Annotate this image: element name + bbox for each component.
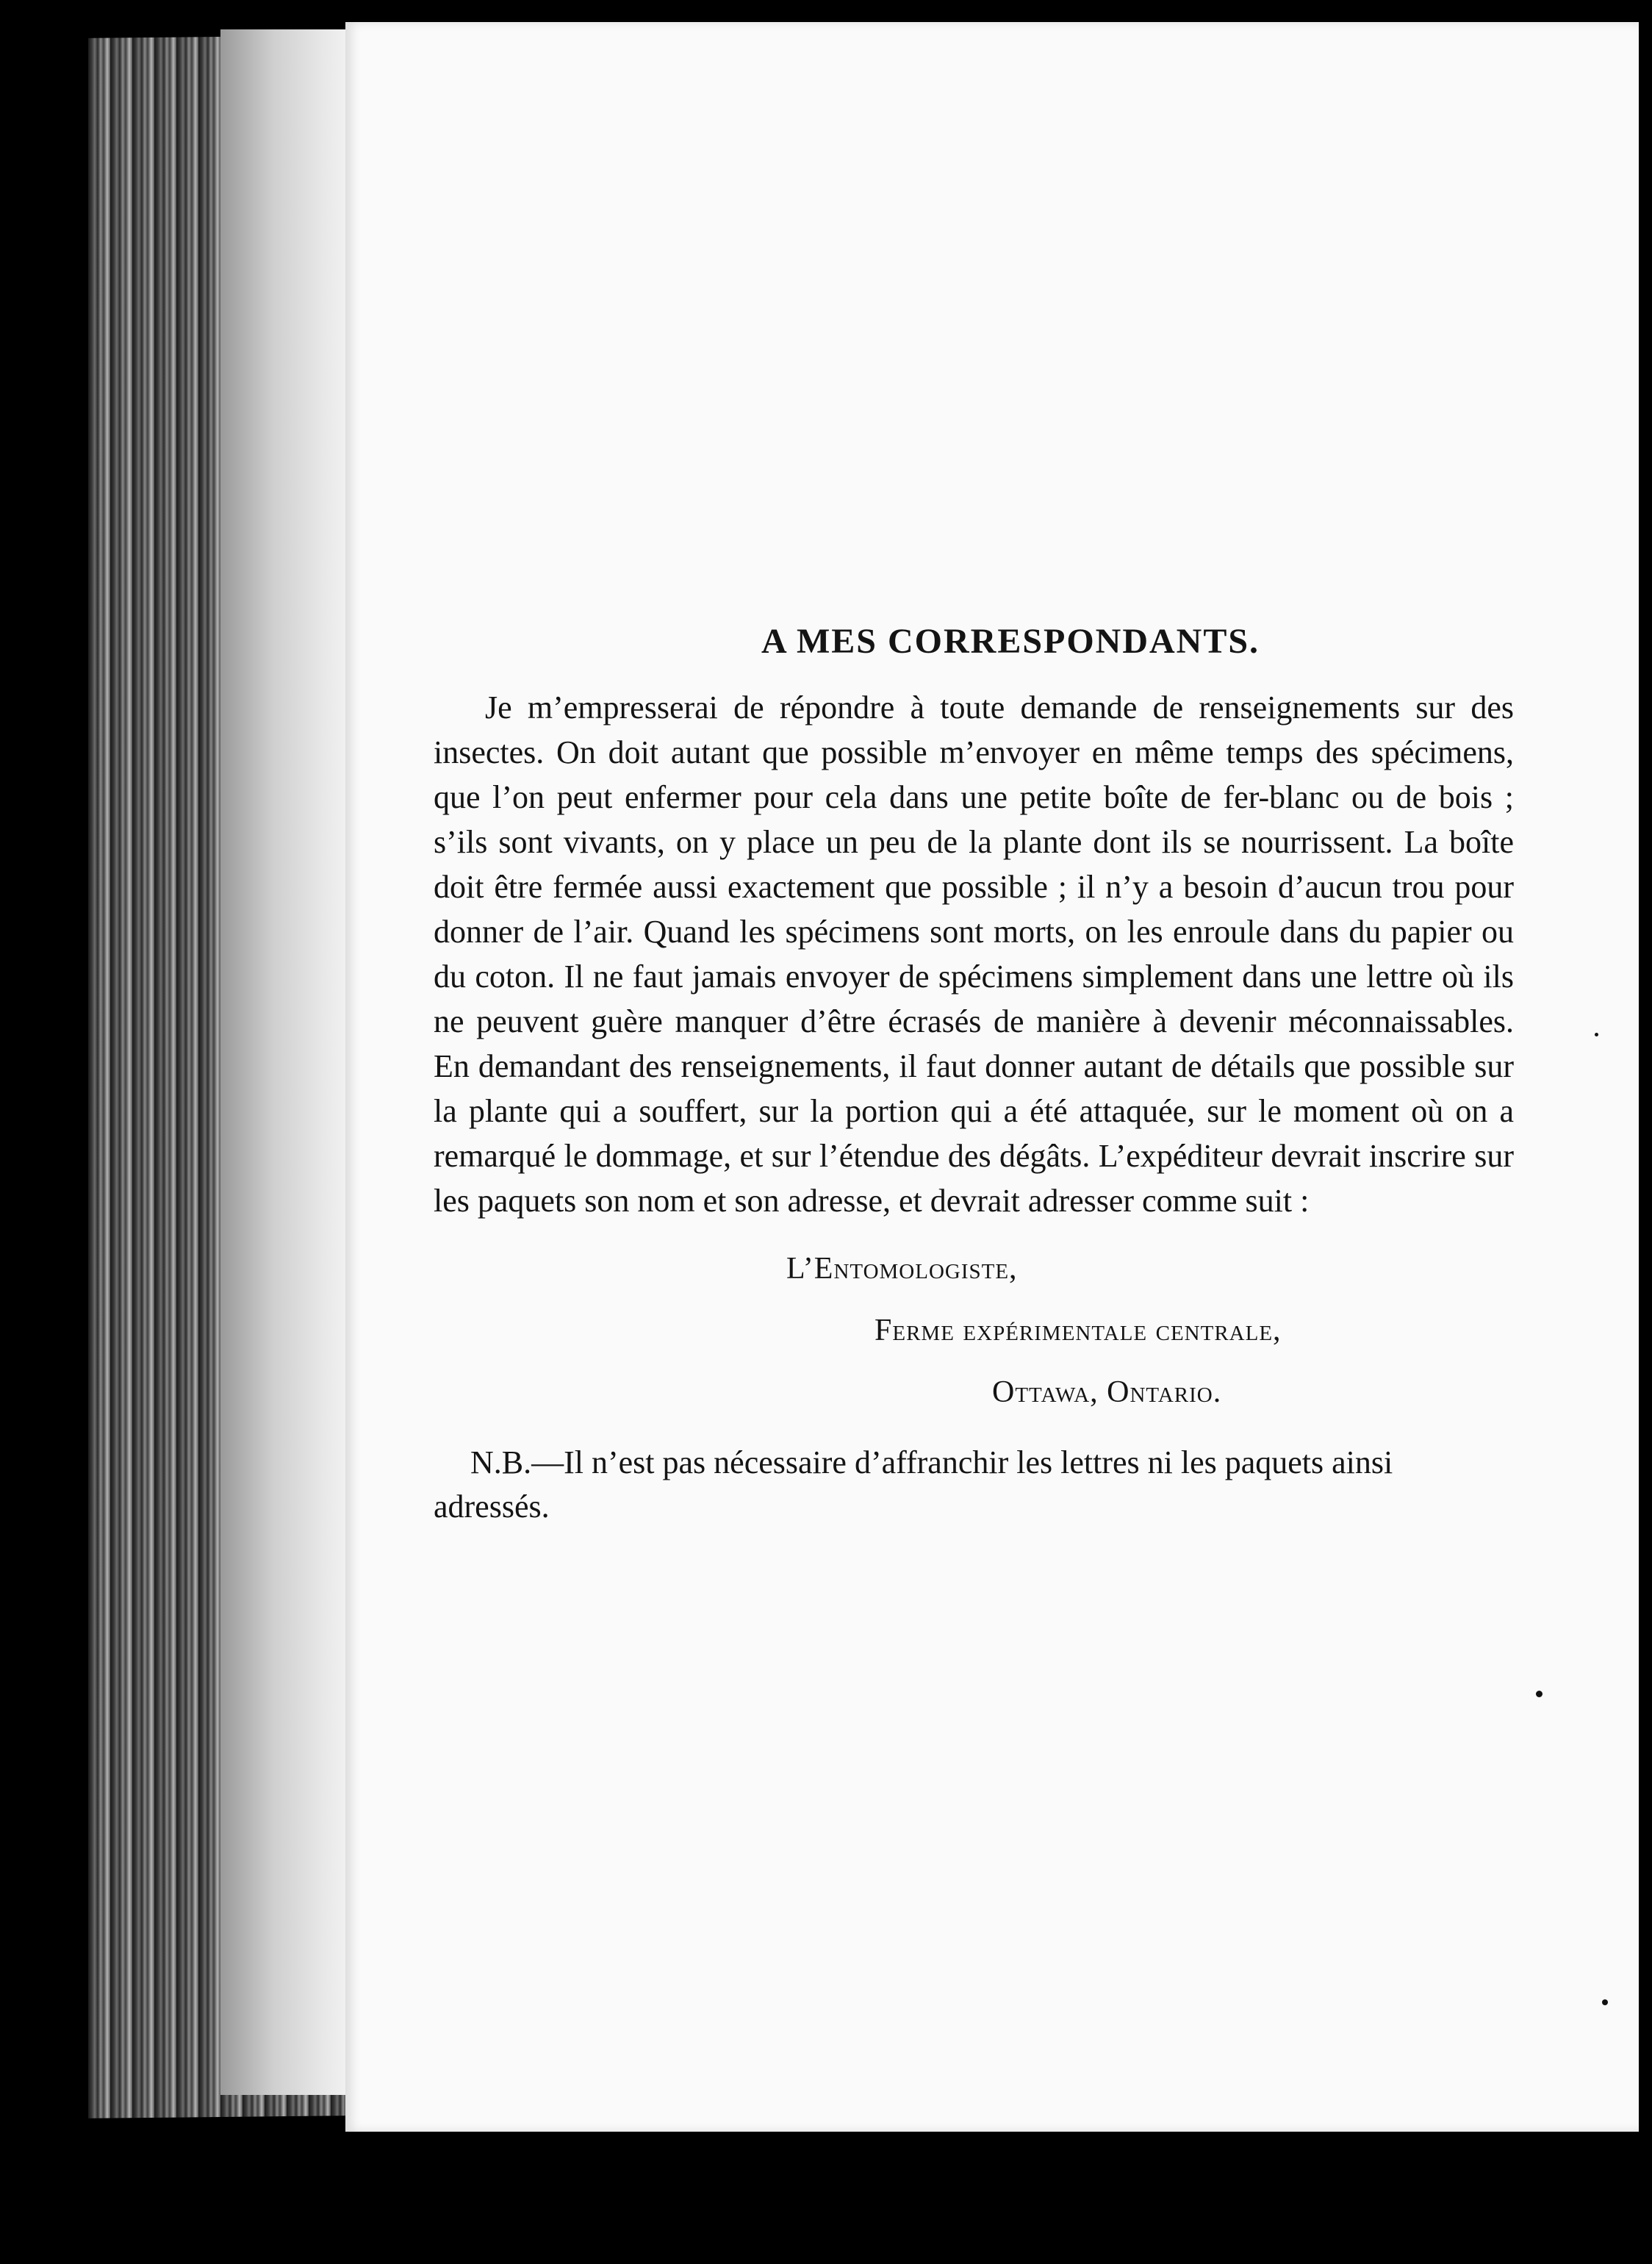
note-paragraph: N.B.—Il n’est pas nécessaire d’affranchir les lettres ni les paquets ainsi adressés.	[434, 1444, 1393, 1525]
body-paragraph: Je m’empresserai de répondre à toute demande de renseignements sur des insectes. On doit autant que possible m’envoyer en même temps des spécimens, que l’on peut enfermer pour cela dans une petite boîte de fer-blanc ou de bois ; s’ils sont vivants, on y place un peu de la plante dont ils se nourrissent. La boîte doit être fermée aussi exactement que possible ; il n’y a besoin d’aucun trou pour donner de l’air. Quand les spécimens sont morts, on les enroule dans du papier ou du coton. Il ne faut jamais envoyer de spécimens simplement dans une lettre où ils ne peuvent guère manquer d’être écrasés de manière à devenir méconnaissables. En demandant des renseignements, il faut donner autant de détails que possible sur la plante qui a souffert, sur la portion qui a été attaquée, sur le moment où on a remarqué le dommage, et sur l’étendue des dégâts. L’expéditeur devrait inscrire sur les paquets son nom et son adresse, et devrait adresser comme suit :	[434, 689, 1514, 1219]
address-line-entomologist: L’Entomologiste,	[786, 1252, 1018, 1286]
address-line-farm: Ferme expérimentale centrale,	[875, 1314, 1282, 1347]
dust-speck	[1595, 1033, 1598, 1036]
page-title: A MES CORRESPONDANTS.	[761, 622, 1260, 661]
page-content	[434, 621, 1514, 1529]
page	[345, 22, 1639, 2132]
book-page-edges-light	[220, 29, 353, 2095]
address-line-city: Ottawa, Ontario.	[992, 1375, 1222, 1409]
dust-speck	[1536, 1691, 1543, 1697]
dust-speck	[1602, 1999, 1608, 2005]
